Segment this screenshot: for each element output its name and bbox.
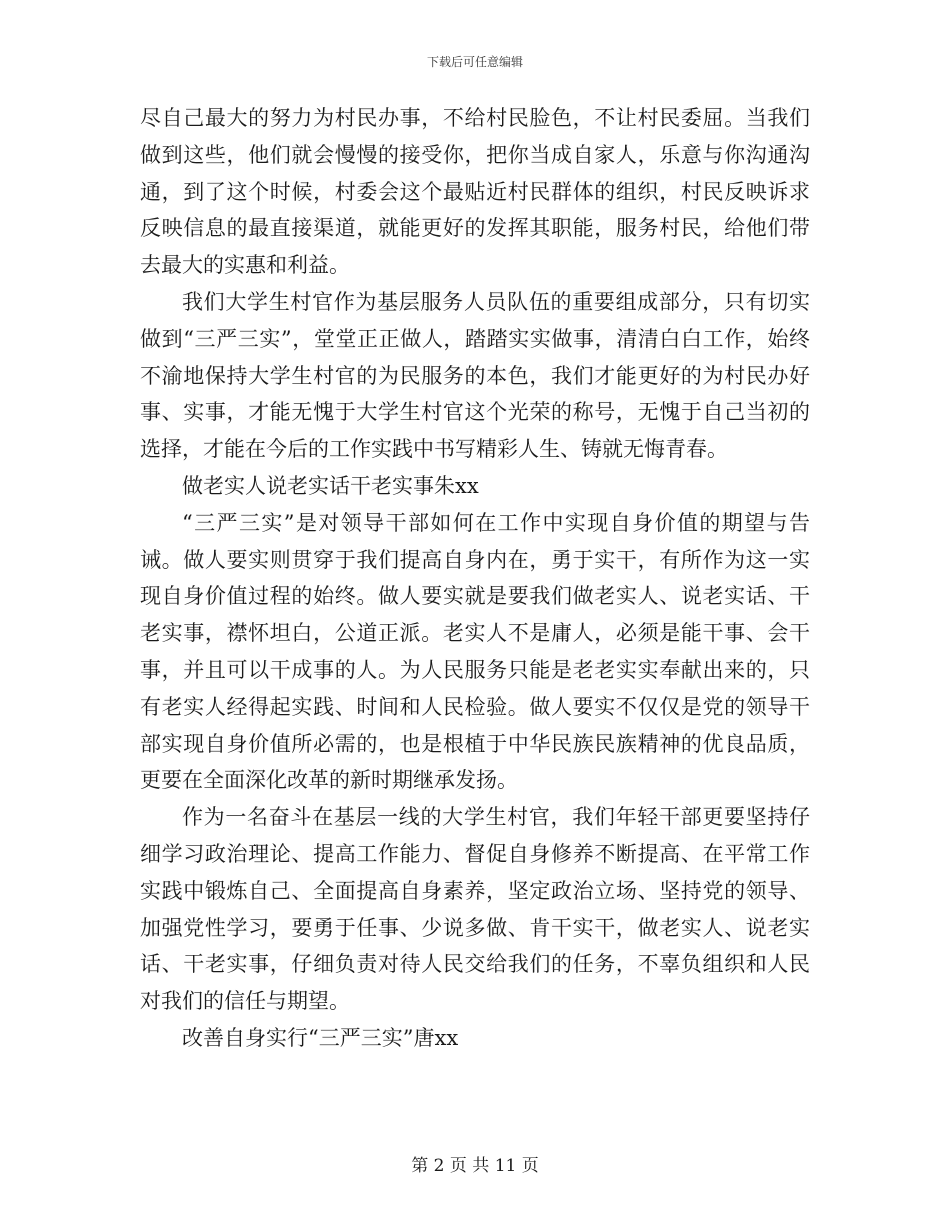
paragraph: 作为一名奋斗在基层一线的大学生村官，我们年轻干部更要坚持仔细学习政治理论、提高工作能力、督促自身修养不断提高、在平常工作实践中锻炼自己、全面提高自身素养，坚定政治立场、坚持党的领导、加强党性学习，要勇于任事、少说多做、肯干实干，做老实人、说老实话、干老实事，仔细负责对待人民交给我们的任务，不辜负组织和人民对我们的信任与期望。 (140, 805, 810, 1014)
page-number: 第 2 页 共 11 页 (411, 1156, 539, 1176)
paragraph: “三严三实”是对领导干部如何在工作中实现自身价值的期望与告诫。做人要实则贯穿于我们提高自身内在，勇于实干，有所作为这一实现自身价值过程的始终。做人要实就是要我们做老实人、说老实话、干老实事，襟怀坦白，公道正派。老实人不是庸人，必须是能干事、会干事，并且可以干成事的人。为人民服务只能是老老实实奉献出来的，只有老实人经得起实践、时间和人民检验。做人要实不仅仅是党的领导干部实现自身价值所必需的，也是根植于中华民族民族精神的优良品质，更要在全面深化改革的新时期继承发扬。 (140, 510, 810, 793)
paragraph: 我们大学生村官作为基层服务人员队伍的重要组成部分，只有切实做到“三严三实”，堂堂正正做人，踏踏实实做事，清清白白工作，始终不渝地保持大学生村官的为民服务的本色，我们才能更好的为村民办好事、实事，才能无愧于大学生村官这个光荣的称号，无愧于自己当初的选择，才能在今后的工作实践中书写精彩人生、铸就无悔青春。 (140, 289, 810, 462)
header-note: 下载后可任意编辑 (426, 55, 523, 69)
page-header (0, 54, 950, 70)
section-heading: 做老实人说老实话干老实事朱xx (182, 473, 479, 498)
paragraph-continuation: 尽自己最大的努力为村民办事，不给村民脸色，不让村民委屈。当我们做到这些，他们就会慢慢的接受你，把你当成自家人，乐意与你沟通沟通，到了这个时候，村委会这个最贴近村民群体的组织，村民反映诉求反映信息的最直接渠道，就能更好的发挥其职能，服务村民，给他们带去最大的实惠和利益。 (140, 106, 810, 278)
section-heading: 改善自身实行“三严三实”唐xx (182, 1025, 459, 1050)
document-body (140, 100, 810, 1057)
page-footer (0, 1155, 950, 1177)
